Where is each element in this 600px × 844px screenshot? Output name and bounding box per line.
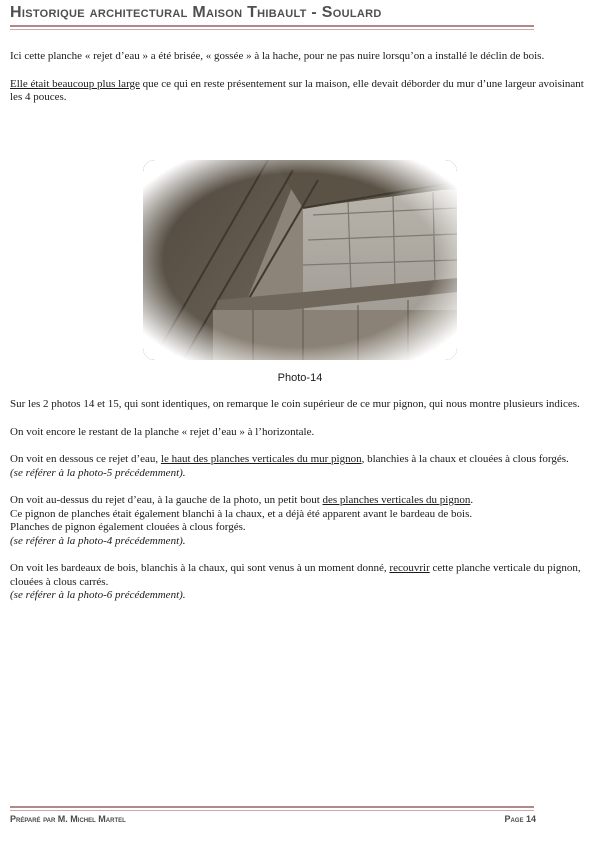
footer-rule [10, 806, 534, 808]
paragraph-4: On voit encore le restant de la planche « rejet d’eau » à l’horizontale. [10, 425, 315, 438]
paragraph-text: On voit les bardeaux de bois, blanchis à la chaux, qui sont venus à un moment donné, [10, 562, 390, 574]
paragraph-6-line-2: Ce pignon de planches était également blanchi à la chaux, et a déjà été apparent avant le bardeau de bois. [10, 507, 473, 520]
paragraph-6-line-3: Planches de pignon également clouées à clous forgés. [10, 521, 246, 533]
reference-note: (se référer à la photo-4 précédemment). [10, 534, 186, 547]
paragraph-5 [10, 453, 590, 467]
page-content-body [10, 398, 590, 603]
paragraph-intro-2 [10, 78, 590, 105]
paragraph-text: cette planche verticale du pignon, clouées à clous carrés. [10, 562, 581, 588]
paragraph-text: . [470, 494, 474, 506]
footer-author: Préparé par M. Michel Martel [10, 814, 126, 824]
photo-caption: Photo-14 [277, 372, 323, 384]
document-title: Historique architectural Maison Thibault - Soulard [10, 4, 382, 21]
reference-note: (se référer à la photo-5 précédemment). [10, 466, 186, 479]
footer-page-number: Page 14 [504, 814, 536, 824]
photo-14 [143, 160, 457, 360]
underlined-phrase: recouvrir [389, 562, 430, 574]
photo-image [143, 160, 457, 360]
paragraph-3: Sur les 2 photos 14 et 15, qui sont identiques, on remarque le coin supérieur de ce mur pignon, qui nous montre plusieurs indices. [10, 398, 580, 410]
reference-note: (se référer à la photo-6 précédemment). [10, 589, 186, 601]
underlined-phrase: des planches verticales du pignon [322, 494, 471, 506]
header-rule [10, 25, 534, 27]
underlined-phrase: le haut des planches verticales du mur pignon [160, 453, 362, 465]
paragraph-7 [10, 562, 590, 589]
paragraph-6 [10, 494, 590, 508]
paragraph-text: , blanchies à la chaux et clouées à clous forgés. [361, 453, 569, 465]
paragraph-text: On voit en dessous ce rejet d’eau, [10, 453, 161, 465]
page-content [10, 50, 590, 105]
header-rule-thin [10, 29, 534, 30]
underlined-phrase: Elle était beaucoup plus large [10, 77, 140, 90]
paragraph-text: que ce qui en reste présentement sur la maison, elle devait déborder du mur d’une largeur avoisinant les 4 pouces. [10, 77, 584, 103]
paragraph-intro-1: Ici cette planche « rejet d’eau » a été brisée, « gossée » à la hache, pour ne pas nuire lorsqu’on a installé le déclin de bois. [10, 50, 545, 62]
paragraph-text: On voit au-dessus du rejet d’eau, à la gauche de la photo, un petit bout [10, 494, 323, 506]
footer-rule-thin [10, 810, 534, 811]
